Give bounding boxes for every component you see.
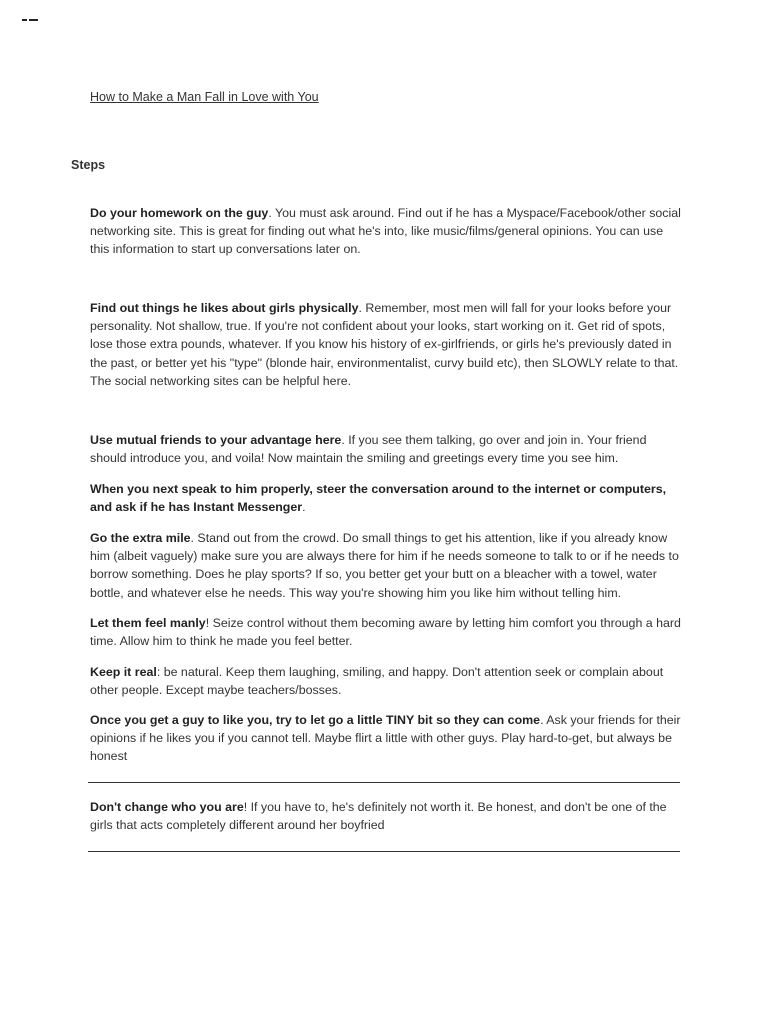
step-paragraph <box>90 663 682 699</box>
step-lead: Do your homework on the guy <box>90 206 269 220</box>
step-lead: When you next speak to him properly, steer the conversation around to the internet or computers, and ask if he has Instant Messenger <box>90 482 667 515</box>
step-text: . You must ask around. Find out if he has a Myspace/Facebook/other social networking site. This is great for finding out what he's into, like music/films/general opinions. You can use this information to start up conversations later on. <box>90 206 681 257</box>
step-paragraph <box>90 299 682 390</box>
divider <box>88 782 680 783</box>
corner-mark <box>22 19 38 23</box>
step-paragraph <box>90 529 682 602</box>
step-paragraph <box>90 798 682 834</box>
step-lead: Keep it real <box>90 665 157 679</box>
step-lead: Use mutual friends to your advantage here <box>90 433 342 447</box>
step-paragraph <box>90 480 682 516</box>
step-lead: Don't change who you are <box>90 800 244 814</box>
step-lead: Go the extra mile <box>90 531 191 545</box>
step-text: . Remember, most men will fall for your looks before your personality. Not shallow, true. If you're not confident about your looks, start working on it. Get rid of spots, lose those extra pounds, whatever. If you know his history of ex-girlfriends, or girls he's previously dated in the past, or better yet his "type" (blonde hair, environmentalist, curvy build etc), then SLOWLY relate to that. The social networking sites can be helpful here. <box>90 301 679 388</box>
step-text: ! If you have to, he's definitely not worth it. Be honest, and don't be one of the girls that acts completely different around her boyfried <box>90 800 667 833</box>
step-lead: Find out things he likes about girls physically <box>90 301 359 315</box>
step-lead: Let them feel manly <box>90 616 206 630</box>
step-paragraph <box>90 711 682 766</box>
step-text: . Ask your friends for their opinions if he likes you if you cannot tell. Maybe flirt a little with other guys. Play hard-to-get, but always be honest <box>90 713 681 764</box>
step-text: . If you see them talking, go over and join in. Your friend should introduce you, and voila! Now maintain the smiling and greetings every time you see him. <box>90 433 647 466</box>
step-text: . Stand out from the crowd. Do small things to get his attention, like if you already know him (albeit vaguely) make sure you are always there for him if he needs someone to talk to or if he needs to borrow something. Does he play sports? If so, you better get your butt on a bleacher with a towel, water bottle, and whatever else he needs. This way you're showing him you like him without telling him. <box>90 531 679 600</box>
step-text: . <box>302 500 306 515</box>
step-paragraph <box>90 614 682 650</box>
divider <box>88 851 680 852</box>
step-paragraph <box>90 204 682 259</box>
step-lead: Once you get a guy to like you, try to let go a little TINY bit so they can come <box>90 713 541 727</box>
steps-heading: Steps <box>71 158 106 172</box>
step-text: : be natural. Keep them laughing, smiling, and happy. Don't attention seek or complain about other people. Except maybe teachers/bosses. <box>90 665 664 698</box>
title-link[interactable]: How to Make a Man Fall in Love with You <box>90 90 319 104</box>
step-text: ! Seize control without them becoming aware by letting him comfort you through a hard time. Allow him to think he made you feel better. <box>90 616 681 649</box>
step-paragraph <box>90 431 682 467</box>
